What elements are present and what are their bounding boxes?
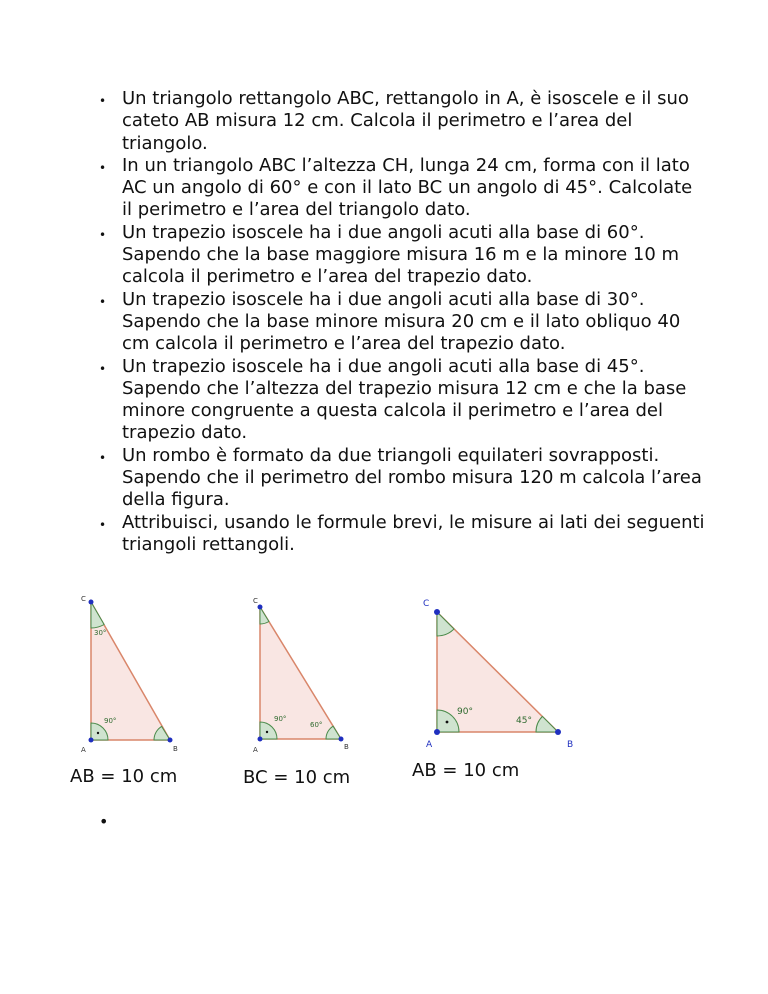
- triangle-figure-1: [70, 590, 200, 755]
- angle-label-b: 45°: [516, 716, 532, 726]
- vertex-b: [555, 729, 561, 735]
- bullet: •: [99, 450, 107, 465]
- exercise-item: [96, 155, 706, 222]
- angle-label-a: 90°: [274, 715, 287, 723]
- vertex-label-a: A: [81, 746, 86, 754]
- vertex-c: [258, 605, 263, 610]
- triangle-shape: [437, 612, 558, 732]
- vertex-c: [434, 609, 440, 615]
- vertex-label-c: C: [81, 595, 86, 603]
- figure-caption-3: AB = 10 cm: [412, 760, 520, 781]
- vertex-label-a: A: [426, 740, 433, 750]
- angle-label-a: 90°: [457, 707, 473, 717]
- bullet: •: [99, 160, 107, 175]
- figure-caption-1: AB = 10 cm: [70, 766, 178, 787]
- exercise-text: Attribuisci, usando le formule brevi, le misure ai lati dei seguenti triangoli rettangoli.: [122, 511, 705, 555]
- right-angle-dot: [266, 731, 268, 733]
- bullet: •: [99, 227, 107, 242]
- right-angle-dot: [97, 732, 99, 734]
- exercise-text: Un triangolo rettangolo ABC, rettangolo in A, è isoscele e il suo cateto AB misura 12 cm. Calcola il perimetro e l’area del triangolo.: [122, 88, 689, 154]
- vertex-label-b: B: [567, 740, 574, 750]
- angle-label-b: 60°: [310, 721, 323, 729]
- angle-mark-c: [260, 607, 269, 624]
- bullet: •: [99, 361, 107, 376]
- bullet: •: [99, 294, 107, 309]
- exercise-list: [96, 88, 706, 556]
- triangle-figure-2: [245, 592, 360, 757]
- right-angle-dot: [446, 721, 449, 724]
- vertex-c: [89, 600, 94, 605]
- triangle-figure-3: [415, 592, 585, 754]
- vertex-label-b: B: [344, 743, 349, 751]
- exercise-text: In un triangolo ABC l’altezza CH, lunga 24 cm, forma con il lato AC un angolo di 60° e con il lato BC un angolo di 45°. Calcolate il perimetro e l’area del triangolo dato.: [122, 154, 693, 221]
- exercise-text: Un rombo è formato da due triangoli equilateri sovrapposti. Sapendo che il perimetro del rombo misura 120 m calcola l’area della figura.: [122, 444, 702, 511]
- exercise-item: [96, 356, 706, 445]
- exercise-text: Un trapezio isoscele ha i due angoli acuti alla base di 60°. Sapendo che la base maggiore misura 16 m e la minore 10 m calcola il perimetro e l’area del trapezio dato.: [122, 221, 680, 288]
- exercise-item: [96, 445, 706, 512]
- vertex-label-c: C: [253, 597, 258, 605]
- vertex-label-a: A: [253, 746, 258, 754]
- bullet: •: [99, 94, 107, 108]
- vertex-a: [258, 737, 263, 742]
- angle-mark-c: [91, 602, 104, 628]
- exercise-text: Un trapezio isoscele ha i due angoli acuti alla base di 30°. Sapendo che la base minore misura 20 cm e il lato obliquo 40 cm calcola il perimetro e l’area del trapezio dato.: [122, 288, 681, 355]
- vertex-b: [168, 738, 173, 743]
- vertex-a: [434, 729, 440, 735]
- exercise-item: [96, 88, 706, 155]
- exercise-item: [96, 512, 706, 557]
- angle-label-a: 90°: [104, 717, 117, 725]
- angle-label-c: 30°: [94, 629, 107, 637]
- bullet: •: [99, 517, 107, 532]
- triangle-shape: [260, 607, 341, 739]
- exercise-text: Un trapezio isoscele ha i due angoli acuti alla base di 45°. Sapendo che l’altezza del trapezio misura 12 cm e che la base minore congruente a questa calcola il perimetro e l’area del trapezio dato.: [122, 355, 687, 444]
- vertex-label-b: B: [173, 745, 178, 753]
- vertex-a: [89, 738, 94, 743]
- empty-list-bullet: •: [99, 812, 109, 831]
- exercise-item: [96, 289, 706, 356]
- vertex-b: [339, 737, 344, 742]
- vertex-label-c: C: [423, 599, 430, 609]
- exercise-item: [96, 222, 706, 289]
- figure-caption-2: BC = 10 cm: [243, 767, 351, 788]
